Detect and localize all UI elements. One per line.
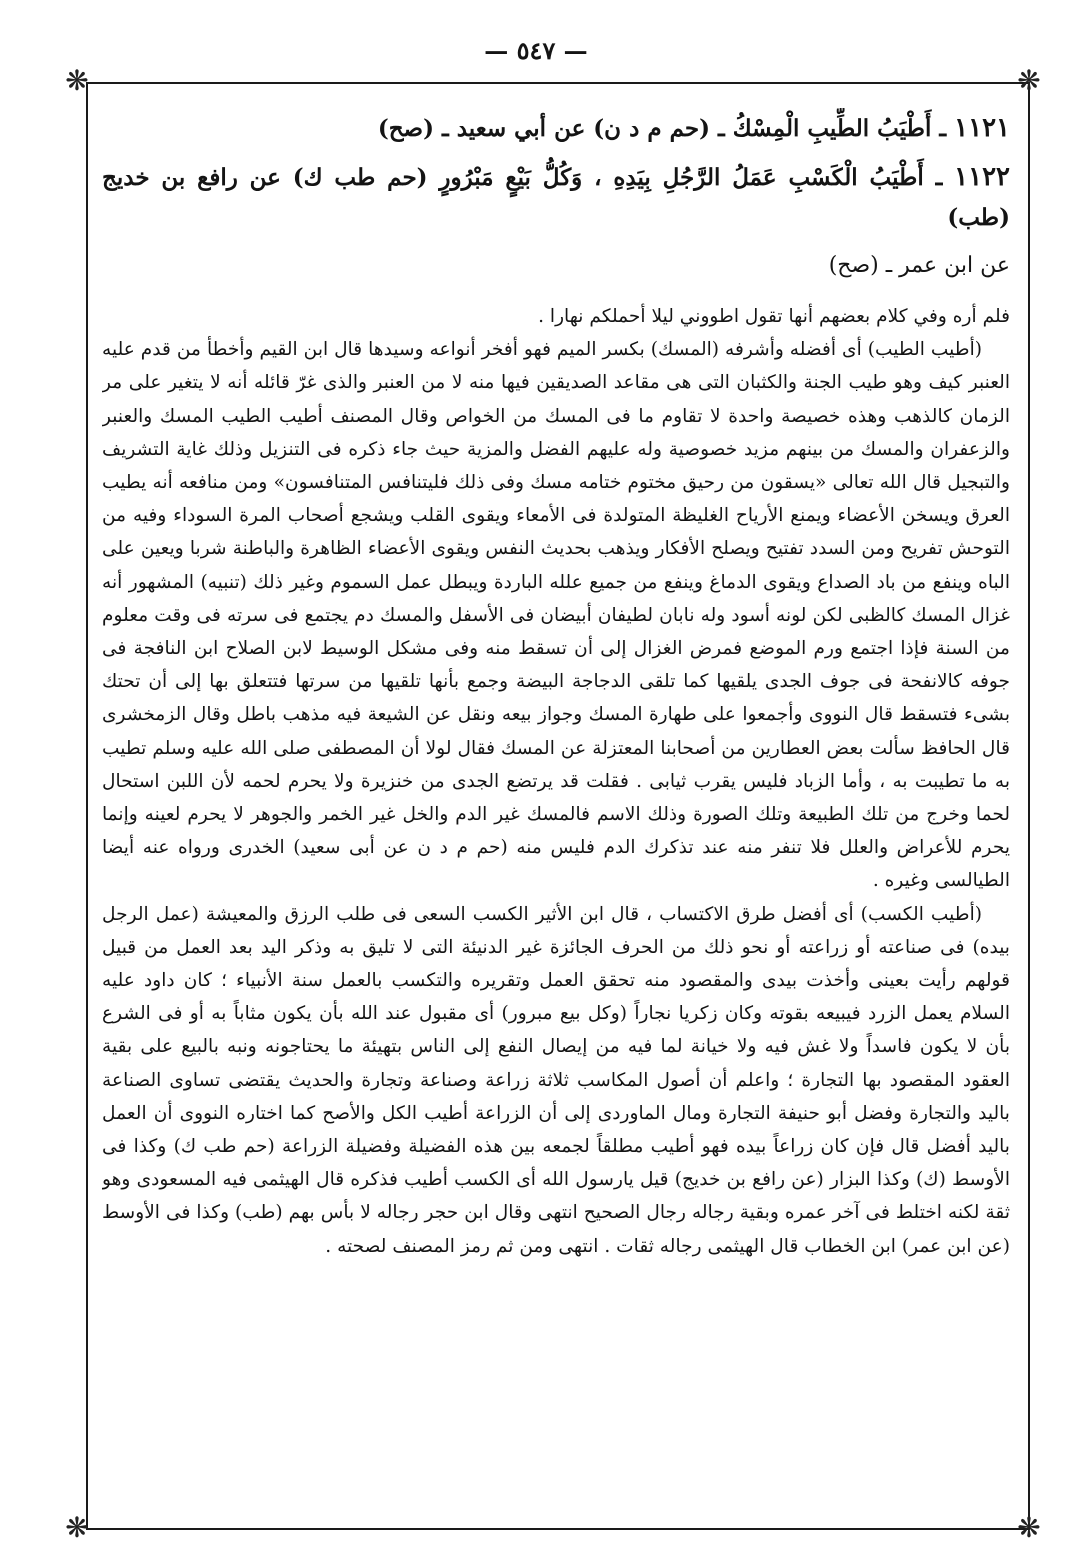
- corner-ornament-icon: ❋: [1017, 1511, 1041, 1544]
- frame-top-rule: [86, 82, 1028, 84]
- hadith-1121: ١١٢١ ـ أَطْيَبُ الطِّيبِ الْمِسْكُ ـ (حم م د ن) عن أبي سعيد ـ (صح): [377, 113, 1010, 143]
- corner-ornament-icon: ❋: [65, 1511, 89, 1544]
- corner-ornament-icon: ❋: [65, 64, 89, 97]
- frame-bottom-rule: [86, 1528, 1028, 1530]
- hadith-text: أَطْيَبُ الطِّيبِ الْمِسْكُ ـ (حم م د ن) عن أبي سعيد ـ (صح): [377, 115, 932, 142]
- page-number: — ٥٤٧ —: [484, 36, 588, 65]
- commentary-paragraph: (أطيب الكسب) أى أفضل طرق الاكتساب ، قال ابن الأثير الكسب السعى فى طلب الرزق والمعيشة (عمل الرجل بيده) فى صناعته أو زراعته أو نحو ذلك من الحرف الجائزة غير الدنيئة التى لا تليق به وذكر اليد بعد العمل من قبيل قولهم رأيت بعينى وأخذت بيدى والمقصود منه تحقق العمل وتقريره والتكسب بالعمل سنة الأنبياء ؛ كان داود عليه السلام يعمل الزرد فيبيعه بقوته وكان زكريا نجاراً (وكل بيع مبرور) أى مقبول عند الله بأن يكون مثاباً به أو فى الشرع بأن لا يكون فاسداً ولا غش فيه ولا خيانة لما فيه من إيصال النفع إلى الناس بتهيئة ما يحتاجونه ونبه بالبيع على بقية العقود المقصود بها التجارة ؛ واعلم أن أصول المكاسب ثلاثة زراعة وصناعة وتجارة والحديث يقتضى تساوى الصناعة باليد والتجارة وفضل أبو حنيفة التجارة ومال الماوردى إلى أن الزراعة أطيب الكل والأصح كما اختاره النووى أن العمل باليد أفضل قال فإن كان زراعاً بيده فهو أطيب مطلقاً لجمعه بين هذه الفضيلة وفضيلة الزراعة (حم طب ك) وكذا فى الأوسط (ك) وكذا البزار (عن رافع بن خديج) قيل يارسول الله أى الكسب أطيب فذكره قال الهيثمى فيه المسعودى وهو ثقة لكنه اختلط فى آخر عمره وبقية رجاله رجال الصحيح انتهى وقال ابن حجر رجاله لا بأس بهم (طب) وكذا فى الأوسط (عن ابن عمر) ابن الخطاب قال الهيثمى رجاله ثقات . انتهى ومن ثم رمز المصنف لصحته .: [102, 903, 1010, 1257]
- hadith-number: ١١٢١: [954, 113, 1010, 143]
- page-body: [102, 108, 1010, 1518]
- commentary-paragraph: فلم أره وفي كلام بعضهم أنها تقول اطووني ليلا أحملكم نهارا .: [538, 306, 1010, 327]
- commentary-paragraph: (أطيب الطيب) أى أفضله وأشرفه (المسك) بكسر الميم فهو أفخر أنواعه وسيدها قال ابن القيم وأخطأ من قدم عليه العنبر كيف وهو طيب الجنة والكثبان التى هى مقاعد الصديقين فيها منه لا من العنبر والذى غرّ قائله أنه لا يتغير على مر الزمان كالذهب وهذه خصيصة واحدة لا تقاوم ما فى المسك من الخواص وقال المصنف أطيب الطيب المسك والعنبر والزعفران والمسك من بينهم مزيد خصوصية وله عليهم الفضل والمزية حيث جاء ذكره فى التنزيل وذلك غاية التشريف والتبجيل قال الله تعالى «يسقون من رحيق مختوم ختامه مسك وفى ذلك فليتنافس المتنافسون» ومن منافعه أنه يطيب العرق ويسخن الأعضاء ويمنع الأرياح الغليظة المتولدة فى الأمعاء ويقوى القلب ويشجع أصحاب المرة السوداء وفيه من التوحش تفريح ومن السدد تفتيح ويصلح الأفكار ويذهب بحديث النفس ويقوى الأعضاء الظاهرة والباطنة شربا ويعين على الباه وينفع من باد الصداع ويقوى الدماغ وينفع من جميع علله الباردة ويبطل عمل السموم وغير ذلك (تنبيه) المشهور أنه غزال المسك كالظبى لكن لونه أسود وله نابان لطيفان أبيضان فى الأسفل والمسك دم يجتمع فى سرته فى وقت معلوم من السنة فإذا اجتمع ورم الموضع فمرض الغزال إلى أن تسقط منه وفى مشكل الوسيط لابن الصلاح ابن النافجة فى جوفه كالانفحة فى جوف الجدى يلقيها كما تلقى الدجاجة البيضة وجمع بأنها تلقيها من سرتها فتتعلق بها إلى أن تحتك بشىء فتسقط قال النووى وأجمعوا على طهارة المسك وجواز بيعه ونقل عن الشيعة فيه مذهب باطل وقال الزمخشرى قال الحافظ سألت بعض العطارين من أصحابنا المعتزلة عن المسك فقال لولا أن المصطفى صلى الله عليه وسلم تطيب به ما تطيبت به ، وأما الزباد فليس يقرب ثيابى . فقلت قد يرتضع الجدى من خنزيرة ولا يحرم لحمه لأن اللبن استحال لحما وخرج من تلك الطبيعة وتلك الصورة وذلك الاسم فالمسك غير الدم والخل غير الخمر والجوهر لا يحرم لعينه وإنما يحرم للأعراض والعلل فلا تنفر منه عند تذكرك الدم فليس منه (حم م د ن عن أبى سعيد) الخدرى ورواه عنه أيضا الطيالسى وغيره .: [102, 339, 1010, 892]
- corner-ornament-icon: ❋: [1017, 64, 1041, 97]
- hadith-1122: ١١٢٢ ـ أَطْيَبُ الْكَسْبِ عَمَلُ الرَّجُلِ بِيَدِهِ ، وَكُلُّ بَيْعٍ مَبْرُورٍ (حم طب ك) عن رافع بن خديج (طب): [102, 162, 1010, 231]
- hadith-number: ١١٢٢: [954, 162, 1010, 192]
- hadith-text: أَطْيَبُ الْكَسْبِ عَمَلُ الرَّجُلِ بِيَدِهِ ، وَكُلُّ بَيْعٍ مَبْرُورٍ (حم طب ك) عن رافع بن خديج (طب): [102, 164, 1010, 231]
- hadith-continuation: عن ابن عمر ـ (صح): [828, 253, 1010, 278]
